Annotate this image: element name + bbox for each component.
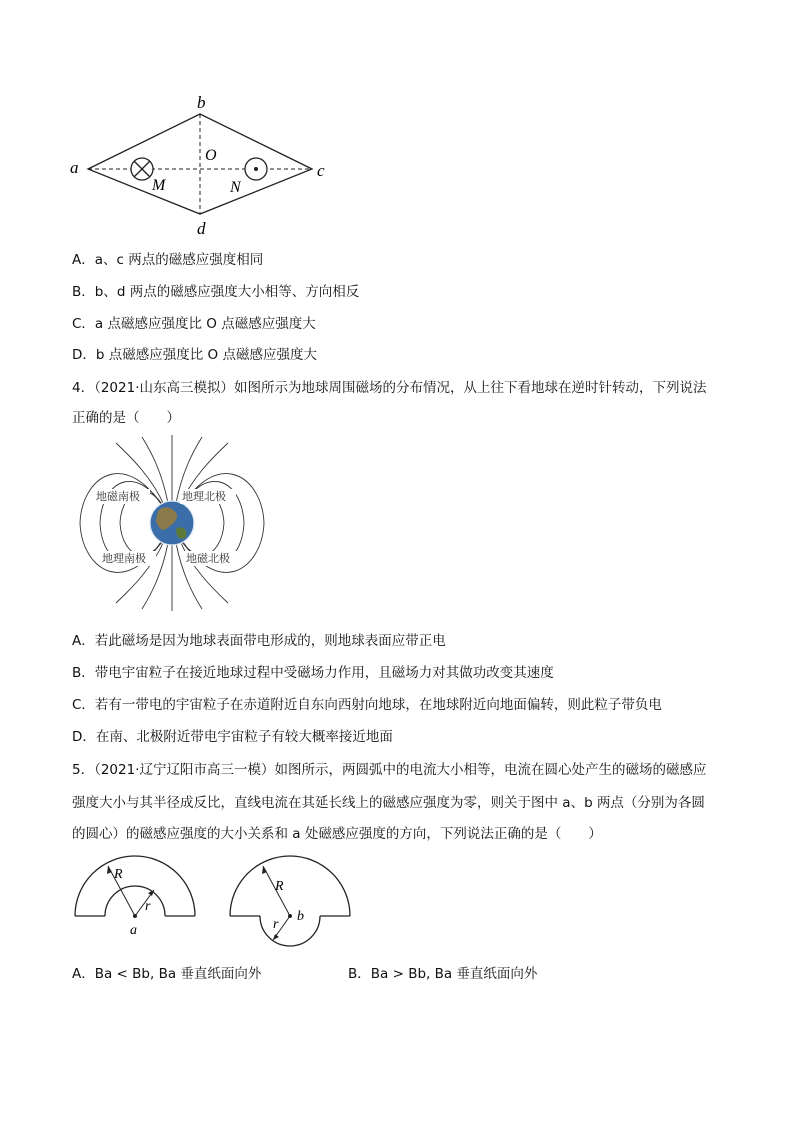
q3-option-c: C．a 点磁感应强度比 O 点磁感应强度大 [72,316,316,332]
q5-stem-line2: 强度大小与其半径成反比，直线电流在其延长线上的磁感应强度为零，则关于图中 a、b 两点（分别为各圆 [72,795,705,811]
label-o: O [205,147,217,164]
label-a: a [70,158,79,177]
label-d: d [197,219,206,238]
rhombus-figure [64,92,344,242]
earth-magnetic-field-figure [72,433,272,613]
q5-option-a: A．Ba < Bb, Ba 垂直纸面向外 [72,966,262,982]
label-small-r-2: r [273,917,279,932]
label-geomagnetic-south: 地磁南极 [96,490,140,503]
label-geographic-north: 地理北极 [182,490,226,503]
q4-option-c: C．若有一带电的宇宙粒子在赤道附近自东向西射向地球，在地球附近向地面偏转，则此粒子带负电 [72,697,662,713]
q4-stem-line1: 4．（2021·山东高三模拟）如图所示为地球周围磁场的分布情况，从上往下看地球在逆时针转动，下列说法 [72,380,707,396]
label-big-r-2: R [275,879,284,894]
label-a-center: a [130,923,137,938]
arc-figure-a [70,852,200,942]
q5-stem-line3: 的圆心）的磁感应强度的大小关系和 a 处磁感应强度的方向，下列说法正确的是（ ） [72,826,602,842]
q4-option-b: B．带电宇宙粒子在接近地球过程中受磁场力作用，且磁场力对其做功改变其速度 [72,665,554,681]
q3-option-d: D．b 点磁感应强度比 O 点磁感应强度大 [72,347,317,363]
label-small-r: r [145,899,151,914]
label-m: M [152,177,166,194]
label-geomagnetic-north: 地磁北极 [186,552,230,565]
label-c: c [317,161,325,180]
label-geographic-south: 地理南极 [102,552,146,565]
label-b-center: b [297,909,304,924]
wire-out-of-page-icon [245,158,267,180]
q5-stem-line1: 5．（2021·辽宁辽阳市高三一模）如图所示，两圆弧中的电流大小相等，电流在圆心处产生的磁场的磁感应 [72,762,707,778]
q4-stem-line2: 正确的是（ ） [72,410,180,426]
q3-option-b: B．b、d 两点的磁感应强度大小相等、方向相反 [72,284,360,300]
q4-option-a: A．若此磁场是因为地球表面带电形成的，则地球表面应带正电 [72,633,446,649]
q4-option-d: D．在南、北极附近带电宇宙粒子有较大概率接近地面 [72,729,393,745]
wire-into-page-icon [131,158,153,180]
label-n: N [230,179,241,196]
arc-figure-b [225,852,355,947]
label-big-r: R [114,867,123,882]
q3-option-a: A．a、c 两点的磁感应强度相同 [72,252,264,268]
label-b: b [197,93,206,112]
earth-icon [150,501,194,545]
q5-option-b: B．Ba > Bb, Ba 垂直纸面向外 [348,966,538,982]
